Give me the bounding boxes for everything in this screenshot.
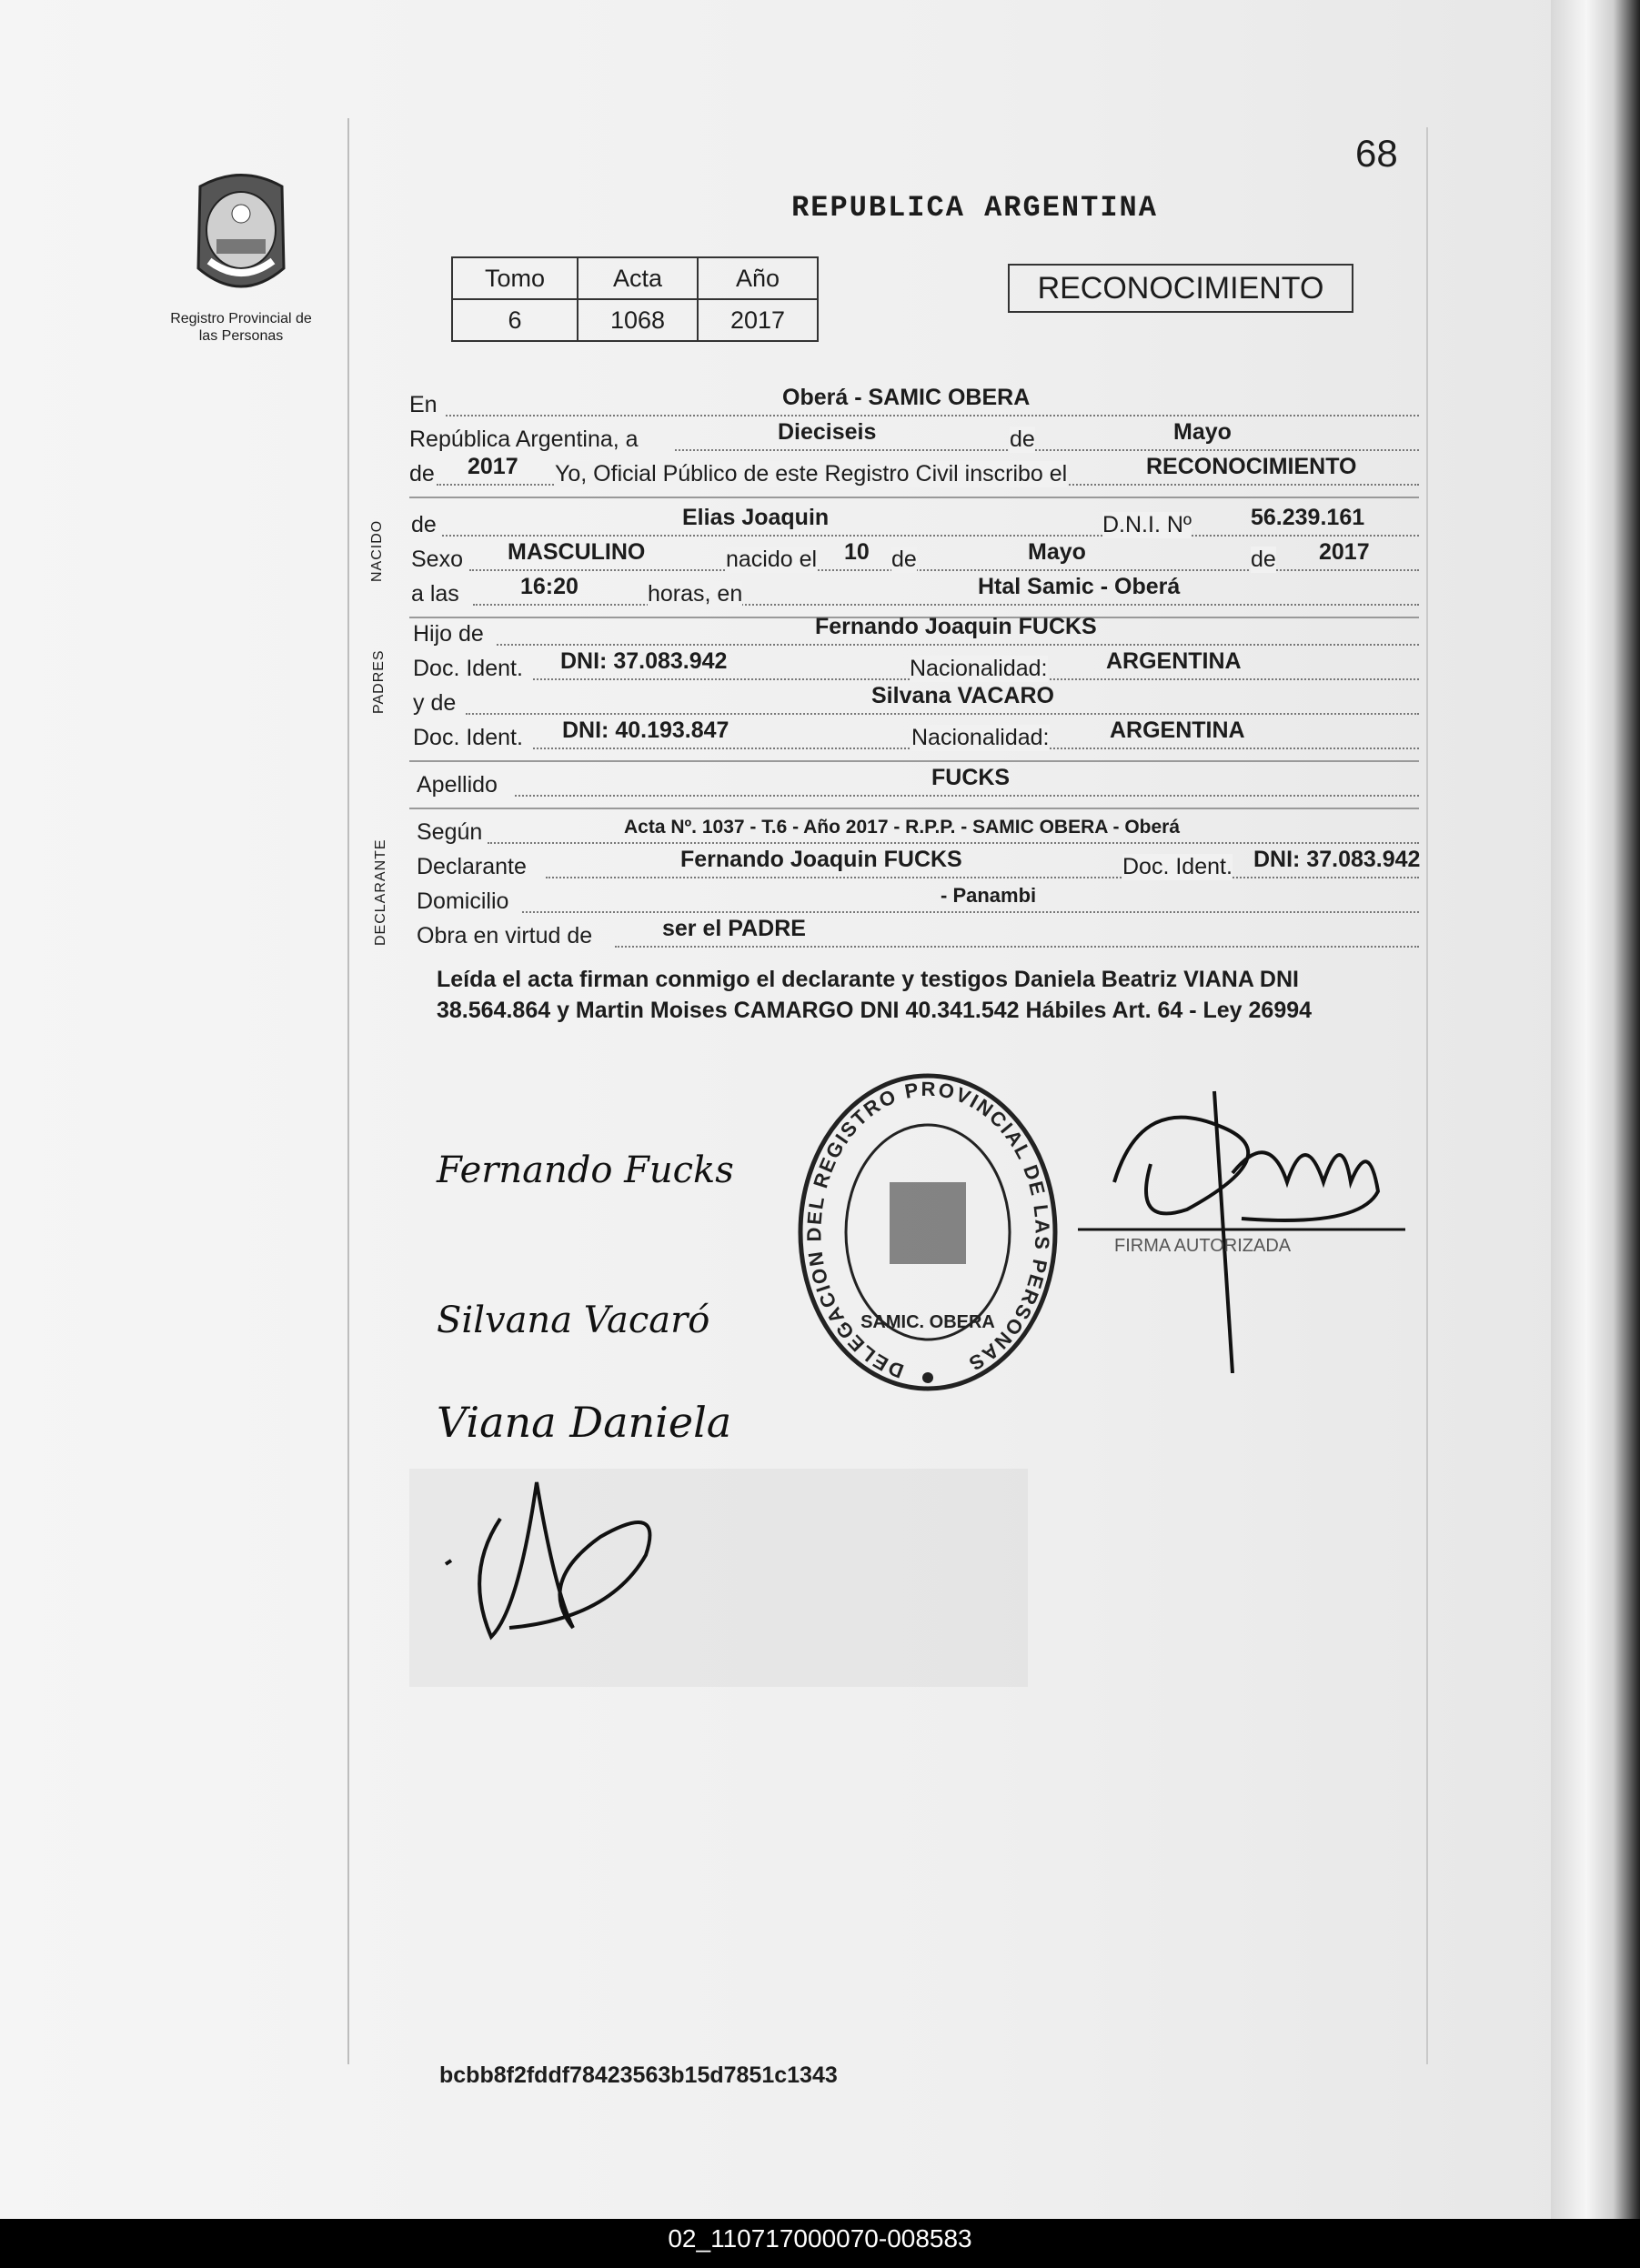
label-apellido: Apellido — [417, 772, 498, 798]
value-inscribo: RECONOCIMIENTO — [1146, 454, 1357, 479]
value-nacido-dia: 10 — [844, 539, 870, 565]
value-en: Oberá - SAMIC OBERA — [782, 385, 1031, 410]
act-type-box: RECONOCIMIENTO — [1008, 264, 1353, 313]
svg-text:FIRMA AUTORIZADA: FIRMA AUTORIZADA — [1114, 1236, 1292, 1256]
row-domicilio — [409, 886, 1419, 917]
ref-header-tomo: Tomo — [452, 257, 578, 299]
label-nacido: nacido el — [726, 547, 818, 572]
label-yo: Yo, Oficial Público de este Registro Civil inscribo el — [555, 461, 1068, 487]
value-day: Dieciseis — [778, 419, 877, 445]
label-nac2: Nacionalidad: — [911, 725, 1050, 750]
ref-table-values — [452, 299, 818, 341]
value-doc3: DNI: 37.083.942 — [1253, 847, 1421, 872]
dotted-line — [522, 911, 1419, 913]
page-number: 68 — [1355, 132, 1398, 175]
row-doc1 — [409, 648, 1419, 684]
label-alas: a las — [411, 581, 459, 607]
ref-value-acta: 1068 — [578, 299, 698, 341]
value-obra: ser el PADRE — [662, 916, 806, 941]
dotted-line — [469, 569, 1419, 571]
row-madre — [409, 683, 1419, 718]
label-yde: y de — [413, 690, 457, 716]
value-dni: 56.239.161 — [1251, 505, 1365, 530]
section-divider — [409, 497, 1419, 498]
label-sexo: Sexo — [411, 547, 463, 572]
registry-logo — [159, 168, 323, 345]
label-segun: Según — [417, 819, 483, 845]
value-segun: Acta Nº. 1037 - T.6 - Año 2017 - R.P.P. - SAMIC OBERA - Oberá — [624, 817, 1181, 838]
row-doc2 — [409, 718, 1419, 753]
row-republica — [409, 419, 1419, 455]
coat-of-arms-icon — [182, 168, 300, 305]
value-declarante: Fernando Joaquin FUCKS — [680, 847, 962, 872]
label-en: En — [409, 392, 438, 417]
ref-table — [451, 256, 819, 342]
label-nombre: de — [411, 512, 437, 537]
signature-madre — [428, 1269, 773, 1369]
value-padre: Fernando Joaquin FUCKS — [815, 614, 1097, 639]
value-nac2: ARGENTINA — [1110, 718, 1245, 743]
section-declarante: DECLARANTE — [373, 838, 388, 946]
row-sexo — [409, 539, 1419, 575]
label-doc2: Doc. Ident. — [413, 725, 523, 750]
label-de: de — [1010, 427, 1035, 452]
signature-testigo-viana — [428, 1364, 791, 1464]
value-doc2: DNI: 40.193.847 — [562, 718, 729, 743]
ref-header-acta: Acta — [578, 257, 698, 299]
dotted-line — [488, 842, 1419, 844]
dotted-line — [473, 604, 1419, 606]
value-hora: 16:20 — [520, 574, 579, 599]
svg-text:Silvana Vacaró: Silvana Vacaró — [437, 1300, 710, 1341]
official-signature — [1078, 1073, 1414, 1373]
label-horas: horas, en — [648, 581, 743, 607]
row-hora — [409, 574, 1419, 609]
ref-value-tomo: 6 — [452, 299, 578, 341]
row-obra — [409, 916, 1419, 951]
value-domicilio: - Panambi — [941, 884, 1037, 907]
label-nac1: Nacionalidad: — [910, 656, 1048, 681]
section-divider — [409, 808, 1419, 809]
ref-header-anio: Año — [698, 257, 818, 299]
row-hijo — [409, 614, 1419, 649]
value-nacido-mes: Mayo — [1028, 539, 1086, 565]
value-madre: Silvana VACARO — [871, 683, 1054, 708]
document-hash: bcbb8f2fddf78423563b15d7851c1343 — [439, 2062, 838, 2088]
closing-statement: Leída el acta firman conmigo el declarante y testigos Daniela Beatriz VIANA DNI 38.564.864 y Martin Moises CAMARGO DNI 40.341.542 Hábiles Art. 64 - Ley 26994 — [437, 967, 1313, 1023]
logo-label: Registro Provincial de las Personas — [170, 311, 312, 344]
value-lugar: Htal Samic - Oberá — [978, 574, 1181, 599]
ref-table-header — [452, 257, 818, 299]
right-margin-line — [1426, 127, 1428, 2064]
value-nac1: ARGENTINA — [1106, 648, 1242, 674]
label-domicilio: Domicilio — [417, 888, 509, 914]
value-nombre: Elias Joaquin — [682, 505, 830, 530]
svg-text:SAMIC. OBERA: SAMIC. OBERA — [860, 1312, 995, 1332]
file-identifier: 02_110717000070-008583 — [668, 2224, 972, 2253]
dotted-line — [466, 713, 1419, 715]
label-declarante: Declarante — [417, 854, 527, 879]
section-divider — [409, 760, 1419, 762]
label-de3: de — [891, 547, 917, 572]
value-sexo: MASCULINO — [508, 539, 646, 565]
value-month: Mayo — [1173, 419, 1232, 445]
value-nacido-anio: 2017 — [1319, 539, 1370, 565]
label-doc1: Doc. Ident. — [413, 656, 523, 681]
label-republica: República Argentina, a — [409, 427, 639, 452]
row-year — [409, 454, 1419, 489]
left-margin-line — [347, 118, 349, 2064]
signature-declarante — [428, 1109, 773, 1219]
row-en — [409, 385, 1419, 420]
label-obra: Obra en virtud de — [417, 923, 593, 948]
dotted-line — [515, 795, 1419, 797]
label-doc3: Doc. Ident. — [1122, 854, 1233, 879]
dotted-line — [442, 535, 1419, 537]
svg-text:DELEGACION DEL REGISTRO PROVIN: DELEGACION DEL REGISTRO PROVINCIAL DE LAS PERSONAS — [802, 1077, 1054, 1383]
row-apellido — [409, 765, 1419, 800]
signature-testigo-camargo — [428, 1455, 700, 1655]
value-apellido: FUCKS — [931, 765, 1011, 790]
label-de2: de — [409, 461, 435, 487]
dotted-line — [497, 644, 1419, 646]
label-de4: de — [1251, 547, 1276, 572]
svg-text:Viana Daniela: Viana Daniela — [437, 1398, 732, 1447]
dotted-line — [675, 449, 1419, 451]
dotted-line — [446, 415, 1419, 416]
label-hijo: Hijo de — [413, 621, 484, 647]
section-padres: PADRES — [371, 649, 387, 714]
label-dni: D.N.I. Nº — [1102, 512, 1192, 537]
row-nombre — [409, 505, 1419, 540]
row-segun — [409, 817, 1419, 848]
document-title: REPUBLICA ARGENTINA — [791, 191, 1158, 225]
row-declarante — [409, 847, 1421, 882]
value-year: 2017 — [468, 454, 518, 479]
value-doc1: DNI: 37.083.942 — [560, 648, 728, 674]
section-nacido: NACIDO — [369, 519, 385, 582]
official-stamp — [791, 1064, 1064, 1400]
dotted-line — [546, 877, 1419, 878]
svg-text:Fernando Fucks: Fernando Fucks — [437, 1149, 734, 1191]
page-edge-shadow — [1551, 0, 1640, 2219]
dotted-line — [615, 946, 1419, 948]
ref-value-anio: 2017 — [698, 299, 818, 341]
